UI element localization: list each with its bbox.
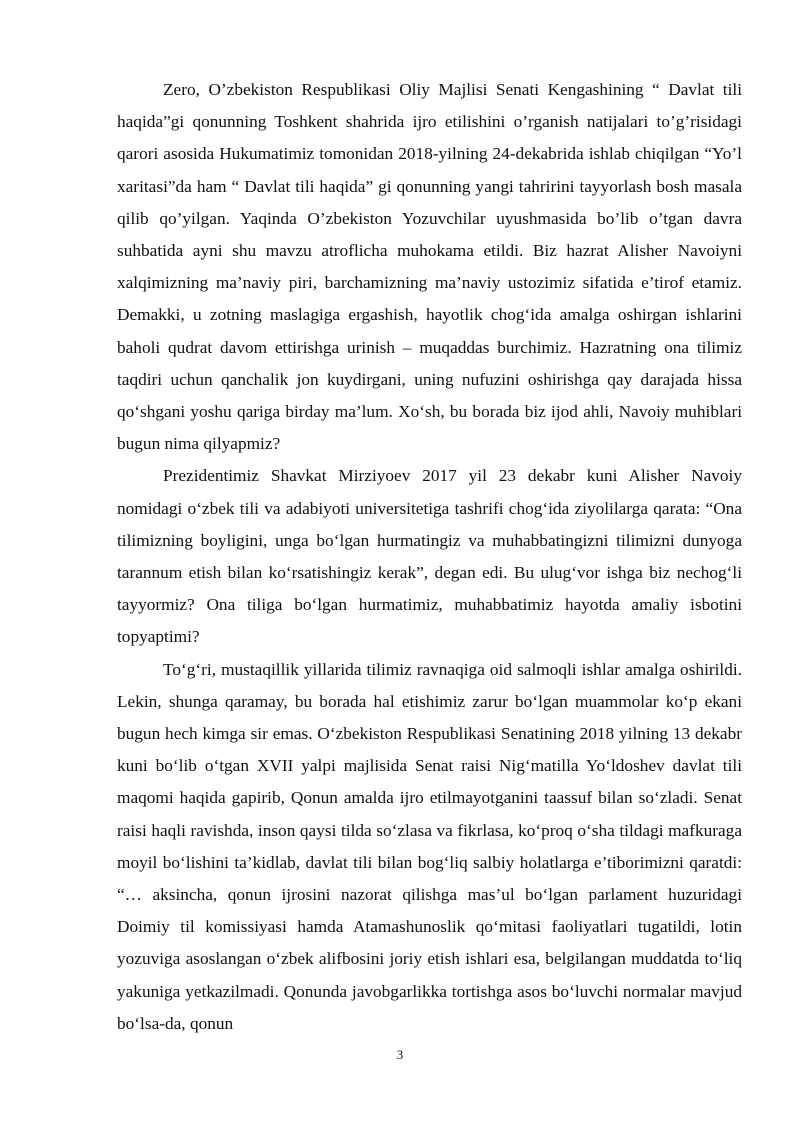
page-number: 3	[396, 1047, 404, 1062]
document-page	[117, 74, 742, 1040]
paragraph: Zero, O’zbekiston Respublikasi Oliy Majlisi Senati Kengashining “ Davlat tili haqida”gi qonunning Toshkent shahrida ijro etilishini o’rganish natijalari to’g’risidagi qarori asosida Hukumatimiz tomonidan 2018-yilning 24-dekabrida ishlab chiqilgan “Yo’l xaritasi”da ham “ Davlat tili haqida” gi qonunning yangi tahririni tayyorlash bosh masala qilib qo’yilgan. Yaqinda O’zbekiston Yozuvchilar uyushmasida bo’lib o’tgan davra suhbatida ayni shu mavzu atroflicha muhokama etildi. Biz hazrat Alisher Navoiyni xalqimizning ma’naviy piri, barchamizning ma’naviy ustozimiz sifatida e’tirof etamiz. Demakki, u zotning maslagiga ergashish, hayotlik chog‘ida amalga oshirgan ishlarini baholi qudrat davom ettirishga urinish – muqaddas burchimiz. Hazratning ona tilimiz taqdiri uchun qanchalik jon kuydirgani, uning nufuzini oshirishga qay darajada hissa qo‘shgani yoshu qariga birday ma’lum. Xo‘sh, bu borada biz ijod ahli, Navoiy muhiblari bugun nima qilyapmiz?	[117, 80, 742, 454]
paragraph: Prezidentimiz Shavkat Mirziyoev 2017 yil 23 dekabr kuni Alisher Navoiy nomidagi o‘zbek tili va adabiyoti universitetiga tashrifi chog‘ida ziyolilarga qarata: “Ona tilimizning boyligini, unga bo‘lgan hurmatingiz va muhabbatingizni tilimizni dunyoga tarannum etish bilan ko‘rsatishingiz kerak”, degan edi. Bu ulug‘vor ishga biz nechog‘li tayyormiz? Ona tiliga bo‘lgan hurmatimiz, muhabbatimiz hayotda amaliy isbotini topyaptimi?	[117, 466, 742, 647]
paragraph: To‘g‘ri, mustaqillik yillarida tilimiz ravnaqiga oid salmoqli ishlar amalga oshirildi. Lekin, shunga qaramay, bu borada hal etishimiz zarur bo‘lgan muammolar ko‘p ekani bugun hech kimga sir emas. O‘zbekiston Respublikasi Senatining 2018 yilning 13 dekabr kuni bo‘lib o‘tgan XVII yalpi majlisida Senat raisi Nig‘matilla Yo‘ldoshev davlat tili maqomi haqida gapirib, Qonun amalda ijro etilmayotganini taassuf bilan so‘zladi. Senat raisi haqli ravishda, inson qaysi tilda so‘zlasa va fikrlasa, ko‘proq o‘sha tildagi mafkuraga moyil bo‘lishini ta’kidlab, davlat tili bilan bog‘liq salbiy holatlarga e’tiborimizni qaratdi: “… aksincha, qonun ijrosini nazorat qilishga mas’ul bo‘lgan parlament huzuridagi Doimiy til komissiyasi hamda Atamashunoslik qo‘mitasi faoliyatlari tugatildi, lotin yozuviga asoslangan o‘zbek alifbosini joriy etish ishlari esa, belgilangan muddatda to‘liq yakuniga yetkazilmadi. Qonunda javobgarlikka tortishga asos bo‘luvchi normalar mavjud bo‘lsa-da, qonun	[117, 659, 742, 1033]
